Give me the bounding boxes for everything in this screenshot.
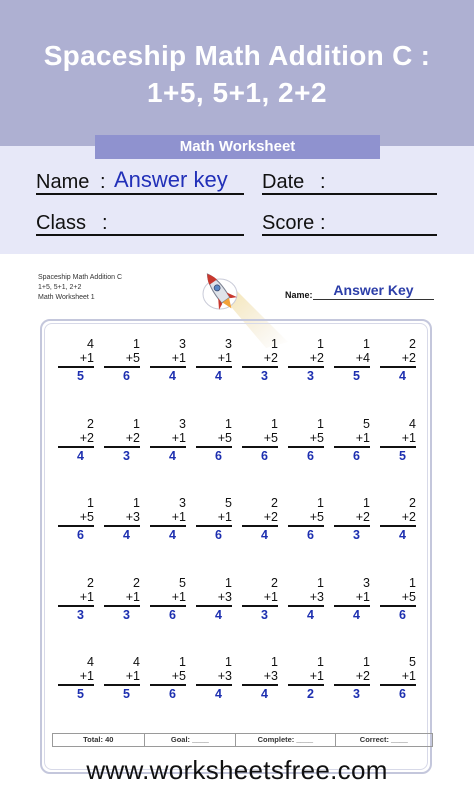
sum-line xyxy=(150,605,186,607)
addition-problem xyxy=(58,576,94,622)
score-colon: : xyxy=(320,212,326,234)
answer: 3 xyxy=(123,448,130,463)
addend-top: 1 xyxy=(225,417,232,431)
addend-top: 1 xyxy=(363,337,370,351)
addend-top: 3 xyxy=(179,417,186,431)
addition-problem xyxy=(104,496,140,542)
addend-bottom: +1 xyxy=(171,590,186,604)
addend-bottom: +1 xyxy=(401,669,416,683)
answer: 6 xyxy=(399,686,406,701)
addend-bottom: +5 xyxy=(125,351,140,365)
addend-bottom: +2 xyxy=(263,510,278,524)
addend-bottom: +5 xyxy=(309,510,324,524)
website-url: www.worksheetsfree.com xyxy=(86,755,388,785)
addend-bottom: +2 xyxy=(401,351,416,365)
addend-bottom: +1 xyxy=(355,431,370,445)
addend-top: 5 xyxy=(409,655,416,669)
class-label: Class xyxy=(36,212,87,234)
addition-problem xyxy=(150,417,186,463)
addend-bottom: +2 xyxy=(401,510,416,524)
answer: 5 xyxy=(77,368,84,383)
class-colon: : xyxy=(102,212,108,234)
date-label: Date xyxy=(262,171,305,193)
sum-line xyxy=(104,605,140,607)
addition-problem xyxy=(242,655,278,701)
addend-top: 2 xyxy=(87,576,94,590)
answer: 6 xyxy=(353,448,360,463)
footer-goal: Goal: ____ xyxy=(144,733,237,747)
sum-line xyxy=(196,605,232,607)
sum-line xyxy=(288,605,324,607)
addend-top: 2 xyxy=(271,576,278,590)
addend-top: 3 xyxy=(179,496,186,510)
sum-line xyxy=(196,446,232,448)
addend-top: 1 xyxy=(133,496,140,510)
addend-bottom: +1 xyxy=(171,510,186,524)
addend-bottom: +1 xyxy=(263,590,278,604)
sum-line xyxy=(380,366,416,368)
sum-line xyxy=(288,366,324,368)
addend-top: 2 xyxy=(87,417,94,431)
answer: 3 xyxy=(261,368,268,383)
addition-problem xyxy=(334,655,370,701)
addition-problem xyxy=(380,576,416,622)
addend-top: 4 xyxy=(409,417,416,431)
header-banner xyxy=(0,0,474,146)
addition-problem xyxy=(380,655,416,701)
addend-top: 1 xyxy=(317,337,324,351)
answer: 3 xyxy=(261,607,268,622)
answer: 3 xyxy=(353,686,360,701)
page-title-line1: Spaceship Math Addition C : xyxy=(43,40,431,71)
addend-top: 1 xyxy=(317,496,324,510)
sheet-answer-key: Answer Key xyxy=(333,282,414,298)
class-line xyxy=(36,234,244,236)
sum-line xyxy=(58,366,94,368)
addend-bottom: +1 xyxy=(79,590,94,604)
addition-problem xyxy=(150,655,186,701)
addend-bottom: +3 xyxy=(217,669,232,683)
addition-problem xyxy=(334,417,370,463)
addend-bottom: +2 xyxy=(263,351,278,365)
addition-problem xyxy=(104,655,140,701)
addition-problem xyxy=(196,576,232,622)
addend-bottom: +3 xyxy=(125,510,140,524)
date-colon: : xyxy=(320,171,326,193)
addend-top: 5 xyxy=(363,417,370,431)
addend-top: 1 xyxy=(363,655,370,669)
answer: 2 xyxy=(307,686,314,701)
addend-bottom: +2 xyxy=(355,669,370,683)
addend-bottom: +5 xyxy=(217,431,232,445)
sum-line xyxy=(104,684,140,686)
addition-problem xyxy=(196,655,232,701)
score-line xyxy=(262,234,437,236)
sum-line xyxy=(334,446,370,448)
answer: 4 xyxy=(261,686,268,701)
sum-line xyxy=(104,366,140,368)
sum-line xyxy=(380,605,416,607)
sum-line xyxy=(150,525,186,527)
sum-line xyxy=(242,684,278,686)
addition-problem xyxy=(334,576,370,622)
addend-top: 4 xyxy=(87,337,94,351)
addition-problem xyxy=(58,655,94,701)
answer: 6 xyxy=(399,607,406,622)
sum-line xyxy=(380,684,416,686)
addition-problem xyxy=(196,496,232,542)
addition-problem xyxy=(288,655,324,701)
addend-bottom: +5 xyxy=(263,431,278,445)
addend-top: 1 xyxy=(133,337,140,351)
addend-top: 2 xyxy=(409,337,416,351)
answer: 3 xyxy=(123,607,130,622)
addend-top: 1 xyxy=(271,655,278,669)
sheet-meta-number: Math Worksheet 1 xyxy=(38,294,95,301)
sum-line xyxy=(334,605,370,607)
student-info-box xyxy=(0,146,474,254)
sum-line xyxy=(104,525,140,527)
sum-line xyxy=(380,446,416,448)
footer-complete: Complete: ____ xyxy=(235,733,335,747)
addition-problem xyxy=(150,576,186,622)
answer: 6 xyxy=(261,448,268,463)
addition-problem xyxy=(334,337,370,383)
answer: 4 xyxy=(169,448,176,463)
addend-bottom: +1 xyxy=(171,431,186,445)
answer: 5 xyxy=(77,686,84,701)
addend-bottom: +3 xyxy=(217,590,232,604)
sum-line xyxy=(242,366,278,368)
answer: 4 xyxy=(261,527,268,542)
addend-top: 1 xyxy=(225,576,232,590)
addition-problem xyxy=(150,337,186,383)
addend-bottom: +1 xyxy=(79,669,94,683)
addition-problem xyxy=(242,417,278,463)
addition-problem xyxy=(242,337,278,383)
answer: 6 xyxy=(169,686,176,701)
answer: 5 xyxy=(399,448,406,463)
addend-top: 1 xyxy=(133,417,140,431)
answer: 6 xyxy=(215,527,222,542)
sum-line xyxy=(58,684,94,686)
date-line xyxy=(262,193,437,195)
sum-line xyxy=(242,446,278,448)
addition-problem xyxy=(150,496,186,542)
footer-total: Total: 40 xyxy=(52,733,145,747)
addend-top: 1 xyxy=(271,337,278,351)
sum-line xyxy=(150,446,186,448)
addend-top: 1 xyxy=(317,576,324,590)
addition-problem xyxy=(104,576,140,622)
addend-top: 2 xyxy=(133,576,140,590)
addition-problem xyxy=(58,496,94,542)
page-title-line2: 1+5, 5+1, 2+2 xyxy=(146,77,328,108)
addend-bottom: +1 xyxy=(171,351,186,365)
answer: 3 xyxy=(307,368,314,383)
addend-top: 5 xyxy=(225,496,232,510)
answer: 6 xyxy=(123,368,130,383)
name-value: Answer key xyxy=(114,167,228,192)
addend-bottom: +4 xyxy=(355,351,370,365)
addition-problem xyxy=(58,337,94,383)
addend-bottom: +2 xyxy=(125,431,140,445)
answer: 6 xyxy=(307,448,314,463)
addend-top: 3 xyxy=(363,576,370,590)
addend-top: 2 xyxy=(271,496,278,510)
score-footer xyxy=(52,733,432,747)
addend-bottom: +3 xyxy=(263,669,278,683)
addend-bottom: +1 xyxy=(217,351,232,365)
sum-line xyxy=(58,446,94,448)
sum-line xyxy=(334,525,370,527)
sum-line xyxy=(150,366,186,368)
sum-line xyxy=(104,446,140,448)
sheet-meta-title: Spaceship Math Addition C xyxy=(38,274,123,281)
addition-problem xyxy=(288,496,324,542)
worksheet-subtitle: Math Worksheet xyxy=(95,135,380,159)
answer: 4 xyxy=(353,607,360,622)
addition-problem xyxy=(196,337,232,383)
answer: 4 xyxy=(215,368,222,383)
addend-bottom: +1 xyxy=(401,431,416,445)
answer: 4 xyxy=(307,607,314,622)
addend-top: 1 xyxy=(317,655,324,669)
addend-top: 5 xyxy=(179,576,186,590)
answer: 4 xyxy=(169,527,176,542)
problem-area-inner-border xyxy=(44,323,428,770)
addend-top: 1 xyxy=(409,576,416,590)
sheet-name-label: Name: xyxy=(285,290,313,300)
sum-line xyxy=(288,446,324,448)
name-line xyxy=(36,193,244,195)
addition-problem xyxy=(242,496,278,542)
addition-problem xyxy=(334,496,370,542)
answer: 4 xyxy=(215,686,222,701)
addition-problem xyxy=(380,496,416,542)
answer: 6 xyxy=(215,448,222,463)
addend-bottom: +1 xyxy=(355,590,370,604)
score-label: Score xyxy=(262,212,315,234)
addition-problem xyxy=(288,337,324,383)
addend-top: 3 xyxy=(225,337,232,351)
answer: 3 xyxy=(353,527,360,542)
addend-bottom: +1 xyxy=(217,510,232,524)
addend-top: 1 xyxy=(271,417,278,431)
addition-problem xyxy=(288,417,324,463)
addition-problem xyxy=(196,417,232,463)
addend-top: 1 xyxy=(363,496,370,510)
addend-top: 4 xyxy=(87,655,94,669)
addend-bottom: +3 xyxy=(309,590,324,604)
answer: 4 xyxy=(123,527,130,542)
answer: 3 xyxy=(77,607,84,622)
sum-line xyxy=(150,684,186,686)
addition-problem xyxy=(242,576,278,622)
addend-bottom: +5 xyxy=(79,510,94,524)
sheet-name-line xyxy=(313,299,434,300)
addition-problem xyxy=(380,417,416,463)
addition-problem xyxy=(58,417,94,463)
addend-bottom: +1 xyxy=(125,590,140,604)
answer: 6 xyxy=(169,607,176,622)
answer: 4 xyxy=(215,607,222,622)
addend-bottom: +1 xyxy=(125,669,140,683)
addend-top: 4 xyxy=(133,655,140,669)
addend-bottom: +1 xyxy=(79,351,94,365)
sum-line xyxy=(242,525,278,527)
addend-bottom: +2 xyxy=(355,510,370,524)
sum-line xyxy=(196,684,232,686)
answer: 5 xyxy=(353,368,360,383)
sum-line xyxy=(196,525,232,527)
addend-bottom: +5 xyxy=(171,669,186,683)
answer: 5 xyxy=(123,686,130,701)
answer: 6 xyxy=(77,527,84,542)
addition-problem xyxy=(288,576,324,622)
sum-line xyxy=(334,366,370,368)
addend-bottom: +5 xyxy=(309,431,324,445)
addend-bottom: +5 xyxy=(401,590,416,604)
addend-top: 1 xyxy=(87,496,94,510)
addend-bottom: +1 xyxy=(309,669,324,683)
sum-line xyxy=(380,525,416,527)
sum-line xyxy=(334,684,370,686)
sum-line xyxy=(196,366,232,368)
name-colon: : xyxy=(100,171,106,193)
answer: 4 xyxy=(77,448,84,463)
addition-problem xyxy=(104,417,140,463)
addend-top: 1 xyxy=(317,417,324,431)
addend-bottom: +2 xyxy=(309,351,324,365)
answer: 4 xyxy=(169,368,176,383)
addend-top: 3 xyxy=(179,337,186,351)
sum-line xyxy=(288,525,324,527)
answer: 6 xyxy=(307,527,314,542)
addition-problem xyxy=(380,337,416,383)
sum-line xyxy=(288,684,324,686)
answer: 4 xyxy=(399,368,406,383)
name-label: Name xyxy=(36,171,90,193)
addend-top: 2 xyxy=(409,496,416,510)
sum-line xyxy=(58,525,94,527)
footer-correct: Correct: ____ xyxy=(335,733,433,747)
sheet-meta-subtitle: 1+5, 5+1, 2+2 xyxy=(38,284,82,291)
addend-top: 1 xyxy=(179,655,186,669)
sum-line xyxy=(242,605,278,607)
addend-top: 1 xyxy=(225,655,232,669)
answer: 4 xyxy=(399,527,406,542)
addition-problem xyxy=(104,337,140,383)
addend-bottom: +2 xyxy=(79,431,94,445)
sum-line xyxy=(58,605,94,607)
